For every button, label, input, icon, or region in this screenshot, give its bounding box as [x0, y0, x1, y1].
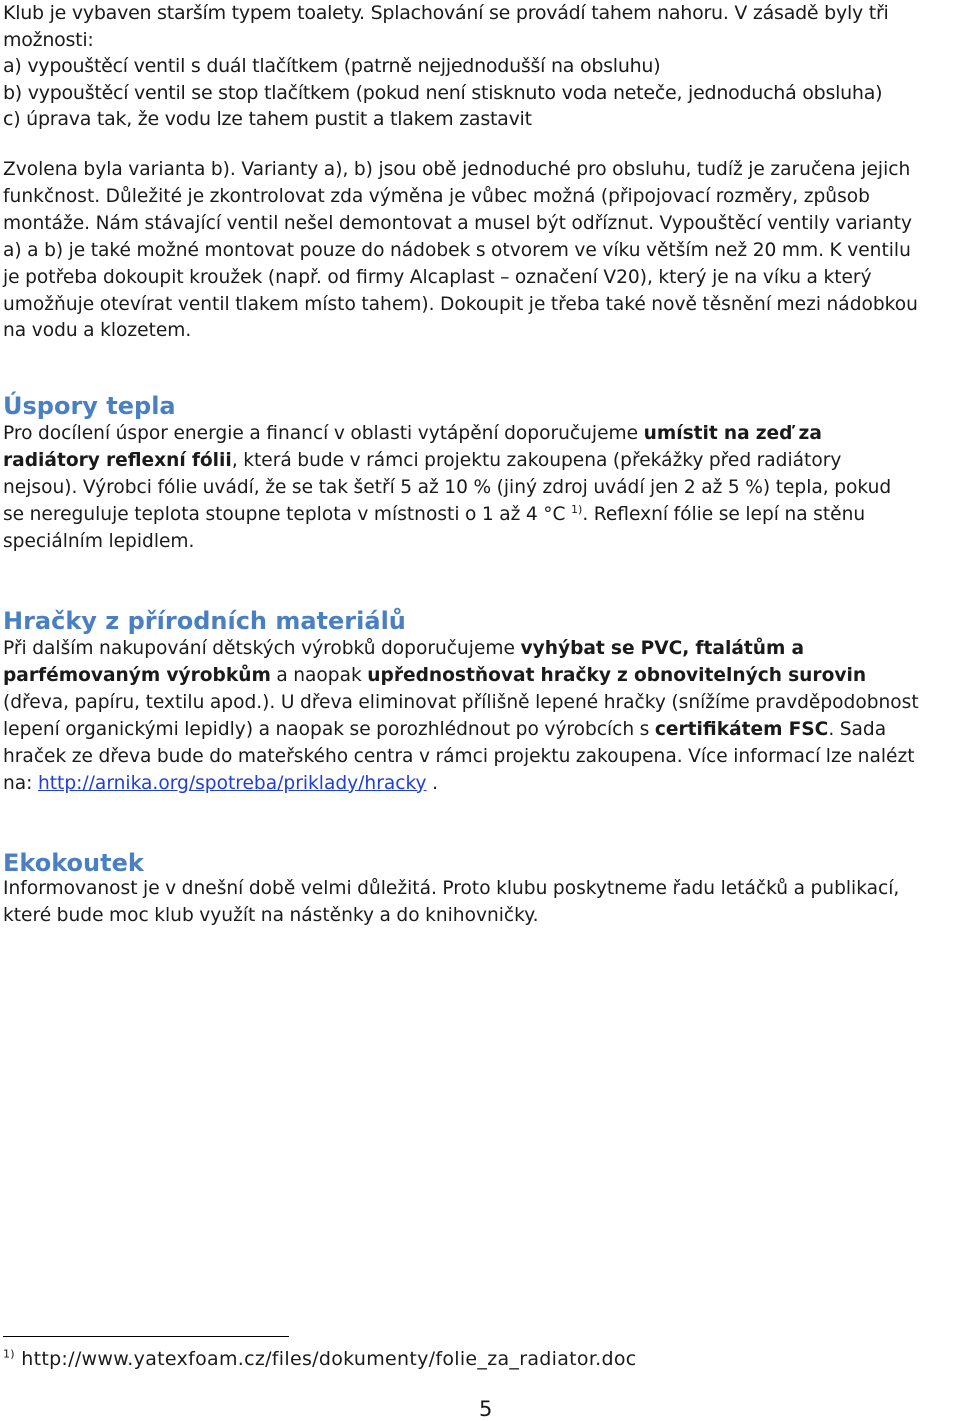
text-line: je potřeba dokoupit kroužek (např. od firmy Alcaplast – označení V20), který je na víku a který [3, 266, 872, 288]
section-body-ekokoutek [3, 876, 960, 930]
text-line: nejsou). Výrobci fólie uvádí, že se tak šetří 5 až 10 % (jiný zdroj uvádí jen 2 až 5 %) tepla, pokud [3, 476, 892, 498]
bold-run: parfémovaným výrobkům [3, 664, 271, 686]
text-line [3, 421, 960, 448]
text-line: funkčnost. Důležité je zkontrolovat zda výměna je vůbec možná (připojovací rozměry, způsob [3, 185, 870, 207]
text-run: . Sada [828, 718, 887, 740]
text-run: . Reflexní fólie se lepí na stěnu [582, 503, 866, 525]
section-body-uspory [3, 421, 960, 556]
text-line [3, 663, 960, 690]
footnote-marker: 1) [3, 1347, 15, 1361]
footnote [3, 1348, 637, 1370]
text-line: umožňuje otevírat ventil tlakem místo tahem). Dokoupit je třeba také nově těsnění mezi nádobkou [3, 293, 918, 315]
text-line [3, 717, 960, 744]
text-run: na: [3, 772, 38, 794]
text-run: Při dalším nakupování dětských výrobků doporučujeme [3, 638, 521, 659]
text-line [3, 636, 960, 663]
bold-run: certifikátem FSC [654, 718, 829, 740]
bold-run: umístit na zeď za [643, 423, 822, 444]
footnote-ref[interactable]: 1) [571, 502, 583, 516]
section-heading-ekokoutek: Ekokoutek [3, 849, 144, 877]
text-line: na vodu a klozetem. [3, 320, 192, 342]
section-heading-uspory: Úspory tepla [3, 392, 176, 420]
intro-line: Klub je vybaven starším typem toalety. Splachování se provádí tahem nahoru. V zásadě byly tři [3, 2, 889, 24]
text-line [3, 771, 960, 798]
arnika-link[interactable]: http://arnika.org/spotreba/priklady/hracky [37, 772, 427, 794]
page-number: 5 [479, 1397, 493, 1421]
intro-line: možnosti: [3, 28, 94, 51]
text-run: Pro docílení úspor energie a financí v oblasti vytápění doporučujeme [3, 423, 644, 444]
variant-paragraph [3, 157, 960, 345]
text-line: které bude moc klub využít na nástěnky a do knihovničky. [3, 904, 539, 926]
text-line: montáže. Nám stávající ventil nešel demontovat a musel být odříznut. Vypouštěcí ventily varianty [3, 212, 913, 234]
bold-run: vyhýbat se PVC, ftalátům a [520, 638, 805, 659]
text-line: Informovanost je v dnešní době velmi důležitá. Proto klubu poskytneme řadu letáčků a publikací, [3, 878, 900, 899]
text-run: . [426, 772, 438, 794]
text-run: , která bude v rámci projektu zakoupena (překážky před radiátory [231, 449, 842, 471]
text-run: lepení organickými lepidly) a naopak se porozhlédnout po výrobcích s [3, 718, 655, 740]
text-line: a) a b) je také možné montovat pouze do nádobek s otvorem ve víku větším než 20 mm. K ventilu [3, 239, 911, 261]
text-run: se nereguluje teplota stoupne teplota v místnosti o 1 až 4 °C [3, 503, 572, 525]
section-body-hracky [3, 636, 960, 797]
text-line: (dřeva, papíru, textilu apod.). U dřeva eliminovat přílišně lepené hračky (snížíme pravděpodobnost [3, 691, 919, 713]
text-line: hraček ze dřeva bude do mateřského centra v rámci projektu zakoupena. Více informací lze nalézt [3, 745, 915, 767]
intro-paragraph [3, 0, 889, 133]
text-line [3, 502, 960, 529]
text-line: speciálním lepidlem. [3, 530, 195, 552]
text-line [3, 448, 960, 475]
intro-line: a) vypouštěcí ventil s duál tlačítkem (patrně nejjednodušší na obsluhu) [3, 55, 661, 78]
intro-line: b) vypouštěcí ventil se stop tlačítkem (pokud není stisknuto voda neteče, jednoduchá obsluha) [3, 81, 883, 104]
bold-run: upřednostňovat hračky z obnovitelných surovin [367, 664, 867, 686]
footnote-text: http://www.yatexfoam.cz/files/dokumenty/folie_za_radiator.doc [14, 1348, 637, 1370]
footnote-separator [3, 1336, 289, 1337]
bold-run: radiátory reflexní fólii [3, 449, 232, 471]
intro-line: c) úprava tak, že vodu lze tahem pustit a tlakem zastavit [3, 108, 532, 131]
section-heading-hracky: Hračky z přírodních materiálů [3, 607, 406, 635]
text-line: Zvolena byla varianta b). Varianty a), b) jsou obě jednoduché pro obsluhu, tudíž je zaručena jejich [3, 159, 911, 180]
text-run: a naopak [270, 664, 368, 686]
